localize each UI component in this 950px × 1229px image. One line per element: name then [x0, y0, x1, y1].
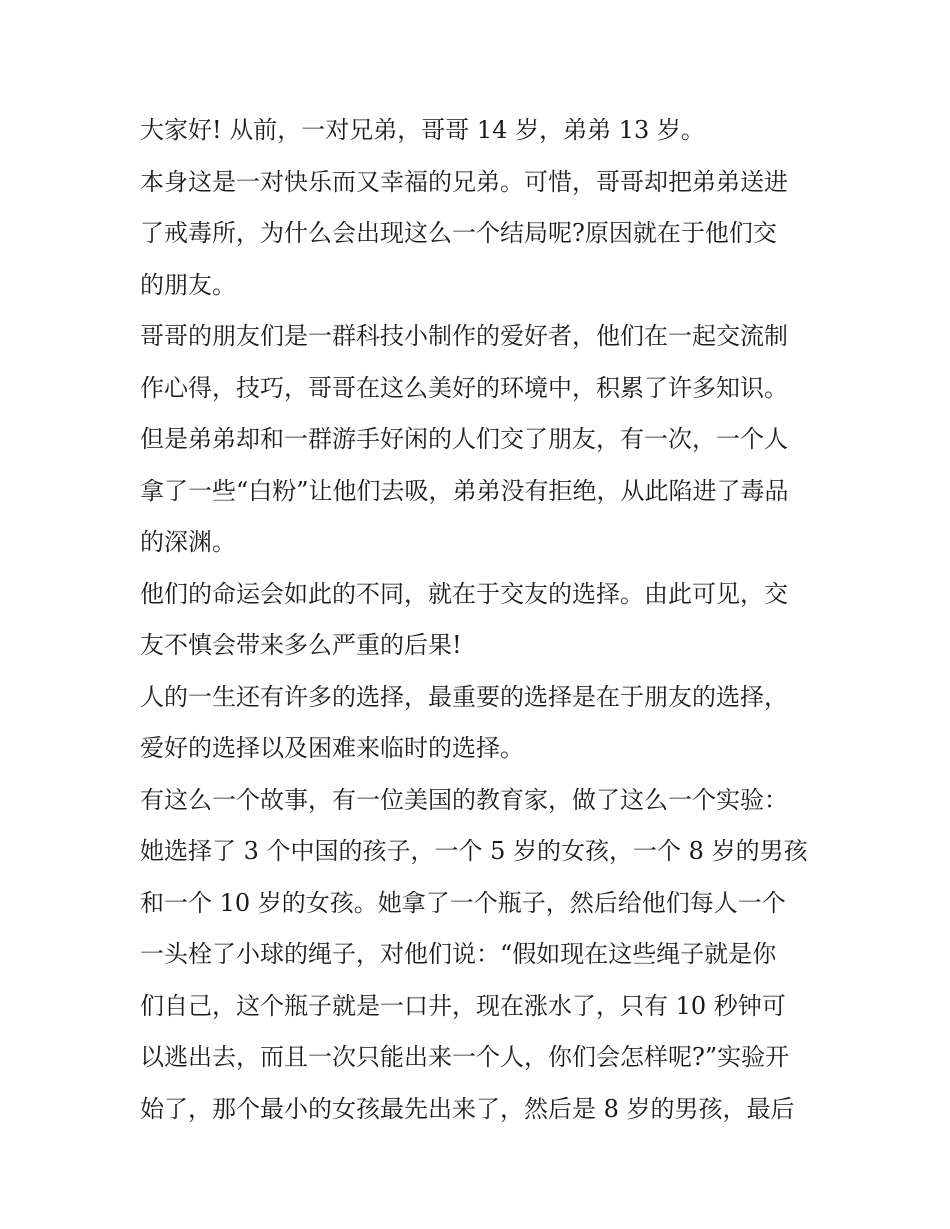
text-line: 大家好! 从前，一对兄弟，哥哥 14 岁，弟弟 13 岁。 [140, 116, 705, 144]
text-line: 一头栓了小球的绳子，对他们说：“假如现在这些绳子就是你 [140, 940, 777, 968]
text-line: 作心得，技巧，哥哥在这么美好的环境中，积累了许多知识。 [140, 373, 788, 402]
document-body [140, 105, 820, 1135]
text-line: 的深渊。 [140, 528, 236, 556]
text-line: 拿了一些“白粉”让他们去吸，弟弟没有拒绝，从此陷进了毒品 [140, 476, 789, 505]
text-line: 了戒毒所，为什么会出现这么一个结局呢?原因就在于他们交 [140, 219, 777, 247]
text-line: 和一个 10 岁的女孩。她拿了一个瓶子，然后给他们每人一个 [140, 888, 786, 917]
text-line: 有这么一个故事，有一位美国的教育家，做了这么一个实验： [140, 785, 788, 814]
text-line: 但是弟弟却和一群游手好闲的人们交了朋友，有一次，一个人 [140, 425, 788, 453]
text-line: 始了，那个最小的女孩最先出来了，然后是 8 岁的男孩，最后 [140, 1094, 795, 1123]
text-line: 哥哥的朋友们是一群科技小制作的爱好者，他们在一起交流制 [140, 322, 788, 350]
text-line: 们自己，这个瓶子就是一口井，现在涨水了，只有 10 秒钟可 [140, 991, 786, 1020]
text-line: 的朋友。 [140, 270, 236, 299]
text-line: 本身这是一对快乐而又幸福的兄弟。可惜，哥哥却把弟弟送进 [140, 167, 788, 196]
text-line: 他们的命运会如此的不同，就在于交友的选择。由此可见，交 [140, 579, 788, 608]
text-line: 她选择了 3 个中国的孩子，一个 5 岁的女孩，一个 8 岁的男孩 [140, 837, 808, 865]
text-line: 以逃出去，而且一次只能出来一个人，你们会怎样呢?”实验开 [140, 1043, 790, 1071]
text-line: 友不慎会带来多么严重的后果! [140, 631, 462, 659]
text-line: 人的一生还有许多的选择，最重要的选择是在于朋友的选择， [140, 682, 788, 711]
text-line: 爱好的选择以及困难来临时的选择。 [140, 734, 524, 762]
